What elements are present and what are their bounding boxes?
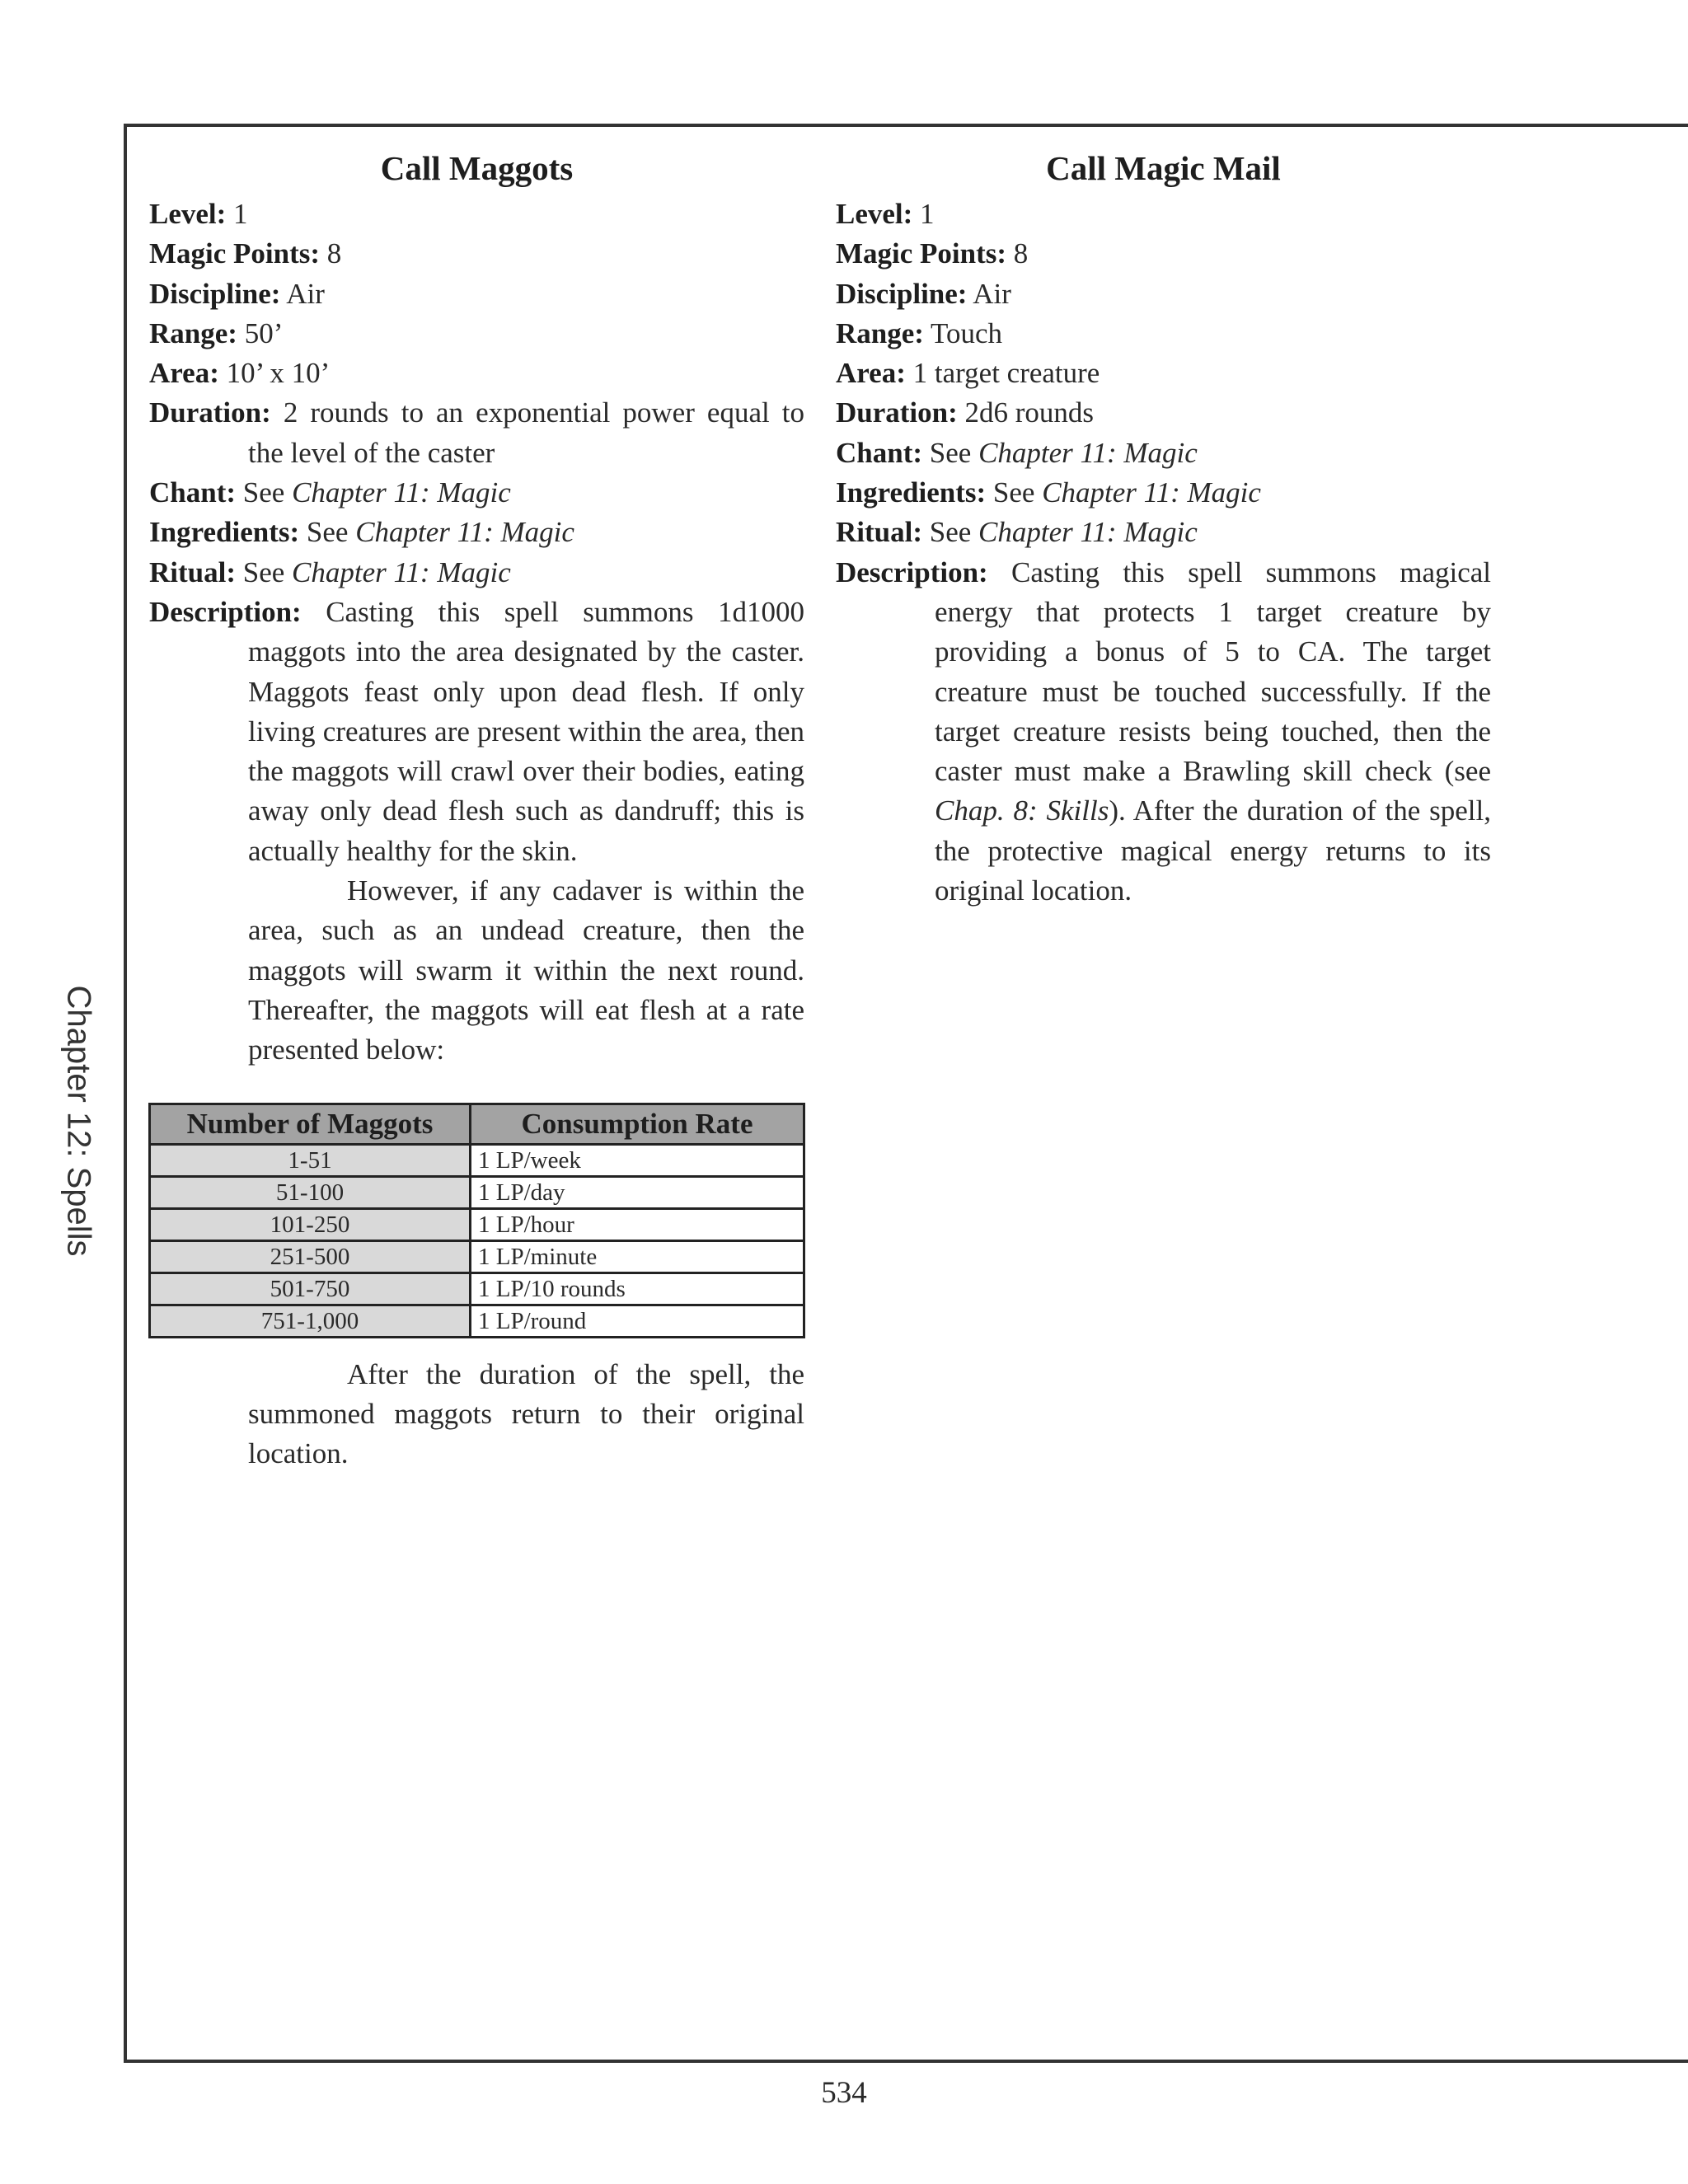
consumption-rate-table xyxy=(148,1103,805,1338)
field-label: Range: xyxy=(149,316,237,349)
maggot-count-cell: 51-100 xyxy=(150,1176,471,1208)
level-field xyxy=(149,194,804,234)
spell-title: Call Magic Mail xyxy=(1046,149,1281,187)
range-field xyxy=(836,314,1491,354)
description-field xyxy=(149,593,804,871)
chapter-side-label: Chapter 12: Spells xyxy=(60,985,97,1257)
consumption-rate-cell: 1 LP/round xyxy=(471,1305,804,1337)
description-text: Casting this spell summons magical energy that protects 1 target creature by providing a bonus of 5 to CA. The target creature must be touched successfully. If the target creature resists being touched, then the caster must make a Brawling skill check (see xyxy=(935,555,1491,788)
duration-field xyxy=(836,393,1491,433)
chapter-reference: Chap. 8: Skills xyxy=(935,794,1109,827)
area-field xyxy=(149,354,804,393)
chapter-reference: Chapter 11: Magic xyxy=(1042,476,1261,509)
consumption-rate-cell: 1 LP/minute xyxy=(471,1240,804,1272)
field-see: See xyxy=(922,436,979,469)
field-label: Discipline: xyxy=(149,277,281,310)
spell-call-magic-mail xyxy=(836,144,1491,911)
field-label: Range: xyxy=(836,316,924,349)
table-row xyxy=(150,1208,804,1240)
field-see: See xyxy=(986,476,1043,509)
spell-call-maggots xyxy=(149,144,804,1474)
field-value: 2 rounds to an exponential power equal to the level of the caster xyxy=(248,396,804,469)
ritual-field xyxy=(836,513,1491,552)
table-row xyxy=(150,1144,804,1176)
field-see: See xyxy=(299,516,356,549)
field-label: Duration: xyxy=(149,396,271,429)
field-label: Description: xyxy=(149,595,302,628)
maggot-count-cell: 751-1,000 xyxy=(150,1305,471,1337)
ingredients-field xyxy=(149,513,804,552)
ingredients-field xyxy=(836,473,1491,513)
closing-paragraph: After the duration of the spell, the summoned maggots return to their original location. xyxy=(248,1357,804,1470)
table-row xyxy=(150,1305,804,1337)
field-value: 8 xyxy=(320,237,342,270)
chapter-reference: Chapter 11: Magic xyxy=(292,555,511,588)
field-label: Level: xyxy=(149,198,227,230)
page-number: 534 xyxy=(821,2076,867,2110)
table-row xyxy=(150,1272,804,1305)
field-label: Area: xyxy=(149,357,219,390)
table-row xyxy=(150,1176,804,1208)
maggot-count-cell: 251-500 xyxy=(150,1240,471,1272)
field-value: 1 target creature xyxy=(905,357,1100,390)
chapter-reference: Chapter 11: Magic xyxy=(292,476,511,509)
field-value: Air xyxy=(967,277,1011,310)
spell-title: Call Maggots xyxy=(380,149,574,187)
field-value: 50’ xyxy=(237,316,284,349)
ritual-field xyxy=(149,553,804,593)
field-see: See xyxy=(236,555,293,588)
discipline-field xyxy=(149,274,804,314)
discipline-field xyxy=(836,274,1491,314)
field-value: Touch xyxy=(923,316,1003,349)
area-field xyxy=(836,354,1491,393)
chapter-reference: Chapter 11: Magic xyxy=(978,516,1198,549)
level-field xyxy=(836,194,1491,234)
description-text: Casting this spell summons 1d1000 maggots into the area designated by the caster. Maggots feast only upon dead flesh. If only living creatures are present within the area, then the maggots will crawl over their bodies, eating away only dead flesh such as dandruff; this is actually healthy for the skin. xyxy=(248,595,804,867)
table-row xyxy=(150,1240,804,1272)
field-label: Ritual: xyxy=(149,555,236,588)
field-label: Ingredients: xyxy=(149,516,300,549)
field-value: Air xyxy=(280,277,325,310)
column-header-number-of-maggots: Number of Maggots xyxy=(150,1104,471,1144)
field-label: Chant: xyxy=(836,436,923,469)
field-value: 10’ x 10’ xyxy=(218,357,331,390)
field-label: Duration: xyxy=(836,396,958,429)
field-see: See xyxy=(922,516,979,549)
field-label: Description: xyxy=(836,555,988,588)
description-text: ). After the duration of the spell, the protective magical energy returns to its original location. xyxy=(935,794,1491,907)
maggot-count-cell: 101-250 xyxy=(150,1208,471,1240)
field-label: Ingredients: xyxy=(836,476,987,509)
maggot-count-cell: 501-750 xyxy=(150,1272,471,1305)
chapter-reference: Chapter 11: Magic xyxy=(355,516,574,549)
field-value: 1 xyxy=(226,198,248,230)
consumption-rate-cell: 1 LP/10 rounds xyxy=(471,1272,804,1305)
magic-points-field xyxy=(836,234,1491,274)
field-value: 8 xyxy=(1006,237,1029,270)
field-label: Discipline: xyxy=(836,277,968,310)
range-field xyxy=(149,314,804,354)
field-value: 1 xyxy=(912,198,935,230)
description-paragraph-2: However, if any cadaver is within the area, such as an undead creature, then the maggots will swarm it within the next round. Thereafter, the maggots will eat flesh at a rate presented below: xyxy=(248,874,804,1066)
maggot-count-cell: 1-51 xyxy=(150,1144,471,1176)
chapter-reference: Chapter 11: Magic xyxy=(978,436,1198,469)
consumption-rate-cell: 1 LP/week xyxy=(471,1144,804,1176)
field-label: Level: xyxy=(836,198,913,230)
field-label: Chant: xyxy=(149,476,237,509)
field-see: See xyxy=(236,476,293,509)
column-header-consumption-rate: Consumption Rate xyxy=(471,1104,804,1144)
chant-field xyxy=(149,473,804,513)
table-header-row xyxy=(150,1104,804,1144)
duration-field xyxy=(149,393,804,473)
field-label: Ritual: xyxy=(836,516,922,549)
consumption-rate-cell: 1 LP/day xyxy=(471,1176,804,1208)
consumption-rate-cell: 1 LP/hour xyxy=(471,1208,804,1240)
field-label: Area: xyxy=(836,357,906,390)
field-value: 2d6 rounds xyxy=(957,396,1095,429)
chant-field xyxy=(836,434,1491,473)
field-label: Magic Points: xyxy=(149,237,321,270)
field-label: Magic Points: xyxy=(836,237,1007,270)
description-field xyxy=(836,553,1491,912)
magic-points-field xyxy=(149,234,804,274)
